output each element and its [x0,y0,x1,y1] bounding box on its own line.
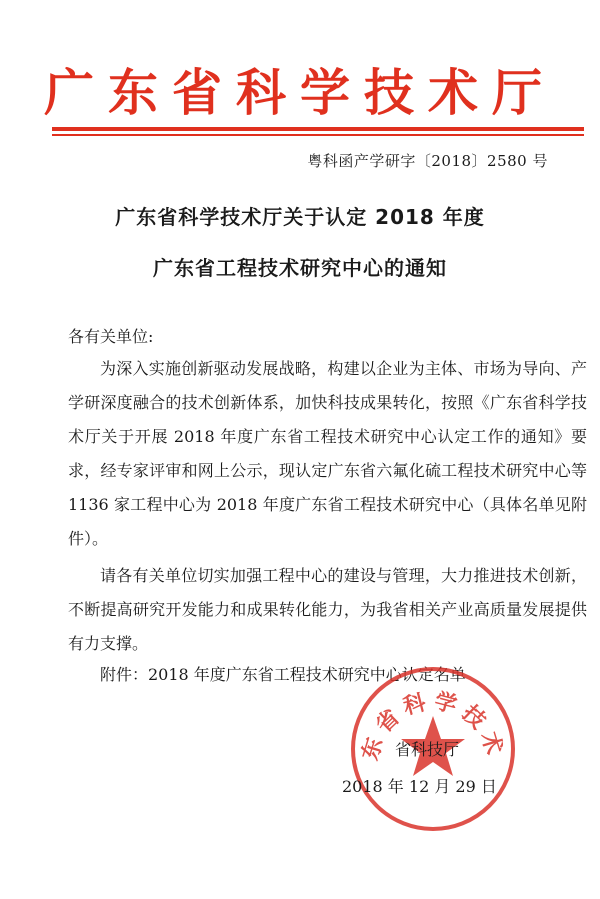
signature-date: 2018 年 12 月 29 日 [342,777,497,796]
body-paragraph-2: 请各有关单位切实加强工程中心的建设与管理，大力推进技术创新，不断提高研究开发能力和成果转化能力，为我省相关产业高质量发展提供有力支撑。 [68,566,587,653]
signer-name: 省科技厅 [395,740,460,759]
notice-title-line-1: 广东省科学技术厅关于认定 2018 年度 [115,205,485,229]
notice-title-line-2: 广东省工程技术研究中心的通知 [153,256,447,280]
svg-text:广东省科学技术厅: 东省科学技术 [358,688,508,764]
attachment-line: 附件：2018 年度广东省工程技术研究中心认定名单 [100,665,466,684]
salutation: 各有关单位: [68,327,154,346]
body-paragraph-1: 为深入实施创新驱动发展战略，构建以企业为主体、市场为导向、产学研深度融合的技术创新体系，加快科技成果转化，按照《广东省科学技术厅关于开展 2018 年度广东省工程技术研究中心认定工作的通知》要求，经专家评审和网上公示，现认定广东省六氟化硫工程技术研究中心等 1136 家工程中心为 2018 年度广东省工程技术研究中心（具体名单见附件）。 [68,359,587,548]
document-number: 粤科函产学研字〔2018〕2580 号 [307,152,548,170]
masthead-rule-thick [52,127,584,131]
masthead-rule-thin [52,134,584,136]
issuing-authority-masthead: 广东省科学技术厅 [44,64,556,122]
